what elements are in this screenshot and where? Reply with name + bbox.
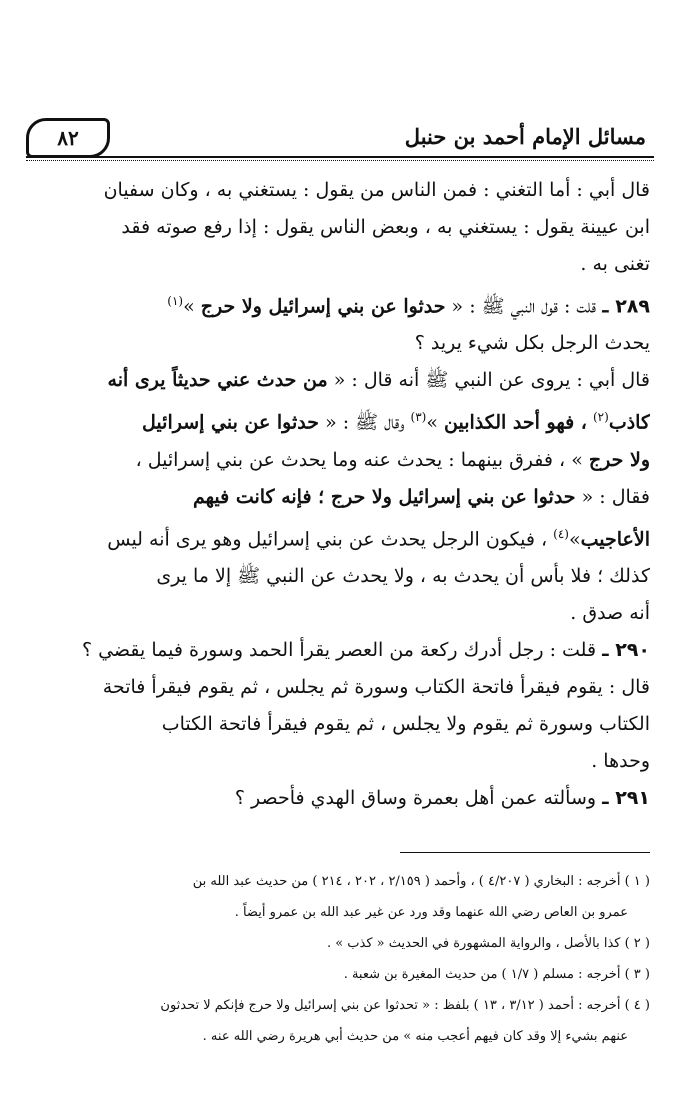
text-span: قلت : قول النبي ﷺ : « [451,295,597,318]
text-span: وحدها . [591,749,650,772]
text-span: » [568,527,581,550]
text-line [36,246,650,283]
text-span: يحدث الرجل بكل شيء يريد ؟ [414,332,650,355]
text-span: قال أبي : يروى عن النبي ﷺ أنه قال : « [333,369,650,392]
footnotes [36,866,650,1052]
text-span: ابن عيينة يقول : يستغني به ، وبعض الناس يقول : إذا رفع صوته فقد [121,216,650,238]
question-number: ٢٨٩ ـ [602,295,650,318]
text-line [36,172,650,209]
hadith-quote: الأعاجيب [580,527,650,550]
text-span: الكتاب وسورة ثم يقوم ولا يجلس ، ثم يقوم فيقرأ فاتحة الكتاب [161,712,650,735]
main-text [36,172,650,817]
text-line [36,442,650,479]
text-line [36,743,650,780]
question-number: ٢٩٠ ـ [602,638,650,661]
hadith-quote: حدثوا عن بني إسرائيل ولا حرج ؛ فإنه كانت فيهم [192,485,576,508]
question-289 [36,283,650,325]
text-span: قال أبي : أما التغني : فمن الناس من يقول : يستغني به ، وكان سفيان [103,179,650,201]
text-line [36,362,650,399]
footnote-4-cont: عنهم بشيء إلا وقد كان فيهم أعجب منه » من حديث أبي هريرة رضي الله عنه . [202,1029,628,1044]
footnote-4: ( ٤ ) أخرجه : أحمد ( ٣/١٢ ، ١٣ ) بلفظ : « تحدثوا عن بني إسرائيل ولا حرج فإنكم لا تحدثون [160,998,650,1013]
footnote-ref: (٢) [592,410,609,425]
text-span: قال : يقوم فيقرأ فاتحة الكتاب وسورة ثم يجلس ، ثم يقوم فيقرأ فاتحة [102,675,650,698]
running-title: مسائل الإمام أحمد بن حنبل [404,124,646,149]
text-span: » ، ففرق بينهما : يحدث عنه وما يحدث عن بني إسرائيل ، [135,448,583,471]
text-span: تغنى به . [580,253,650,275]
text-span: قلت : رجل أدرك ركعة من العصر يقرأ الحمد وسورة فيما يقضي ؟ [81,638,597,661]
hadith-quote: من حدث عني حديثاً يرى أنه [107,369,328,392]
question-number: ٢٩١ ـ [602,786,650,809]
footnote-ref: (٤) [553,526,569,541]
header-rule [26,156,654,161]
text-line [36,325,650,362]
text-line [36,558,650,595]
text-span: » [183,295,195,318]
footnote-3: ( ٣ ) أخرجه : مسلم ( ١/٧ ) من حديث المغيرة بن شعبة . [343,967,650,982]
footnote-rule [400,852,650,853]
hadith-quote: ، فهو أحد الكذابين [444,411,587,434]
footnote-ref: (٣) [410,410,427,425]
text-line [36,516,650,558]
text-line [36,399,650,441]
hadith-quote: كاذب [608,411,650,434]
text-span: فقال : « [581,485,650,508]
text-line [36,479,650,516]
footnote-2: ( ٢ ) كذا بالأصل ، والرواية المشهورة في الحديث « كذب » . [326,936,650,951]
question-290 [36,632,650,669]
page-number: ٨٢ [26,118,110,158]
text-span: ، فيكون الرجل يحدث عن بني إسرائيل وهو يرى أنه ليس [107,527,548,550]
footnote-1-cont: عمرو بن العاص رضي الله عنهما وقد ورد عن غير عبد الله بن عمرو أيضاً . [234,905,628,920]
text-span: » [426,411,438,434]
text-line [36,669,650,706]
page-header [26,118,646,160]
footnote-1: ( ١ ) أخرجه : البخاري ( ٤/٢٠٧ ) ، وأحمد ( ٢/١٥٩ ، ٢٠٢ ، ٢١٤ ) من حديث عبد الله بن [192,874,650,889]
text-span: وسألته عمن أهل بعمرة وساق الهدي فأحصر ؟ [234,786,597,809]
text-line [36,706,650,743]
text-span: كذلك ؛ فلا بأس أن يحدث به ، ولا يحدث عن النبي ﷺ إلا ما يرى [156,564,650,587]
text-line [36,595,650,632]
text-line [36,209,650,246]
footnote-ref: (١) [167,294,184,308]
text-span: وقال ﷺ : « [325,411,405,434]
question-291 [36,780,650,817]
hadith-quote: حدثوا عن بني إسرائيل ولا حرج [200,295,446,318]
text-span: أنه صدق . [570,601,650,624]
hadith-quote: حدثوا عن بني إسرائيل [142,411,320,434]
hadith-quote: ولا حرج [588,448,650,471]
